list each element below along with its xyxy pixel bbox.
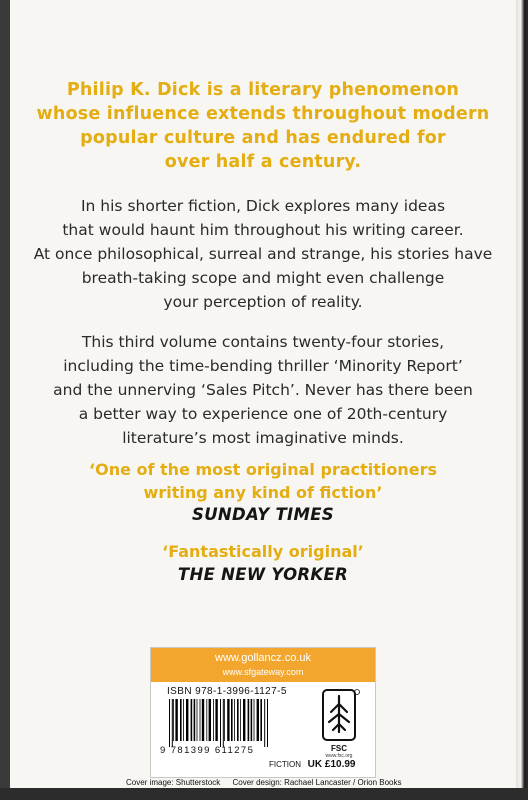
barcode-digits: 9 781399 611275	[160, 745, 255, 756]
tagline-line: whose influence extends throughout modern	[36, 104, 490, 124]
back-cover	[10, 0, 516, 788]
blurb-line: At once philosophical, surreal and strange, his stories have	[33, 245, 493, 263]
quote-line: ‘One of the most original practitioners	[89, 460, 437, 479]
tagline-line: popular culture and has endured for	[80, 128, 446, 148]
fsc-label: FSC	[331, 744, 347, 753]
blurb-line: breath-taking scope and might even challenge	[81, 269, 445, 287]
isbn-text: ISBN 978-1-3996-1127-5	[167, 686, 287, 697]
quote-line: ‘Fantastically original’	[162, 542, 364, 561]
tagline-line: Philip K. Dick is a literary phenomenon	[66, 80, 460, 100]
quote-line: writing any kind of fiction’	[143, 483, 383, 502]
publisher-url[interactable]: www.gollancz.co.uk	[215, 652, 311, 664]
book-edge-bottom	[0, 788, 528, 800]
gateway-url[interactable]: www.sfgateway.com	[222, 667, 304, 677]
tagline	[10, 78, 516, 174]
cover-image-credit: Cover image: Shutterstock	[126, 778, 221, 787]
review-quote-1	[10, 458, 516, 504]
blurb-line: that would haunt him throughout his writing career.	[62, 221, 464, 239]
blurb-line: a better way to experience one of 20th-century	[78, 405, 448, 423]
blurb-line: including the time-bending thriller ‘Minority Report’	[63, 357, 463, 375]
tagline-line: over half a century.	[164, 152, 362, 172]
cover-credits	[126, 778, 426, 787]
category-label: FICTION	[269, 760, 301, 769]
blurb-line: your perception of reality.	[163, 293, 363, 311]
blurb-line: and the unnerving ‘Sales Pitch’. Never has there been	[53, 381, 473, 399]
barcode-panel	[150, 647, 376, 778]
price-line	[269, 759, 355, 770]
publisher-url-bar	[151, 648, 375, 682]
review-source-2: THE NEW YORKER	[177, 565, 349, 584]
cover-design-credit: Cover design: Rachael Lancaster / Orion Books	[232, 778, 402, 787]
review-source-1: SUNDAY TIMES	[192, 505, 334, 524]
fsc-url: www.fsc.org	[325, 753, 353, 759]
review-quote-2	[10, 540, 516, 563]
blurb-line: literature’s most imaginative minds.	[122, 429, 404, 447]
blurb-paragraph-1	[10, 194, 516, 314]
blurb-line: This third volume contains twenty-four stories,	[81, 333, 445, 351]
price-label: UK £10.99	[307, 759, 356, 770]
blurb-line: In his shorter fiction, Dick explores many ideas	[80, 197, 446, 215]
book-edge-right	[516, 0, 528, 800]
blurb-paragraph-2	[10, 330, 516, 450]
barcode	[167, 699, 307, 749]
